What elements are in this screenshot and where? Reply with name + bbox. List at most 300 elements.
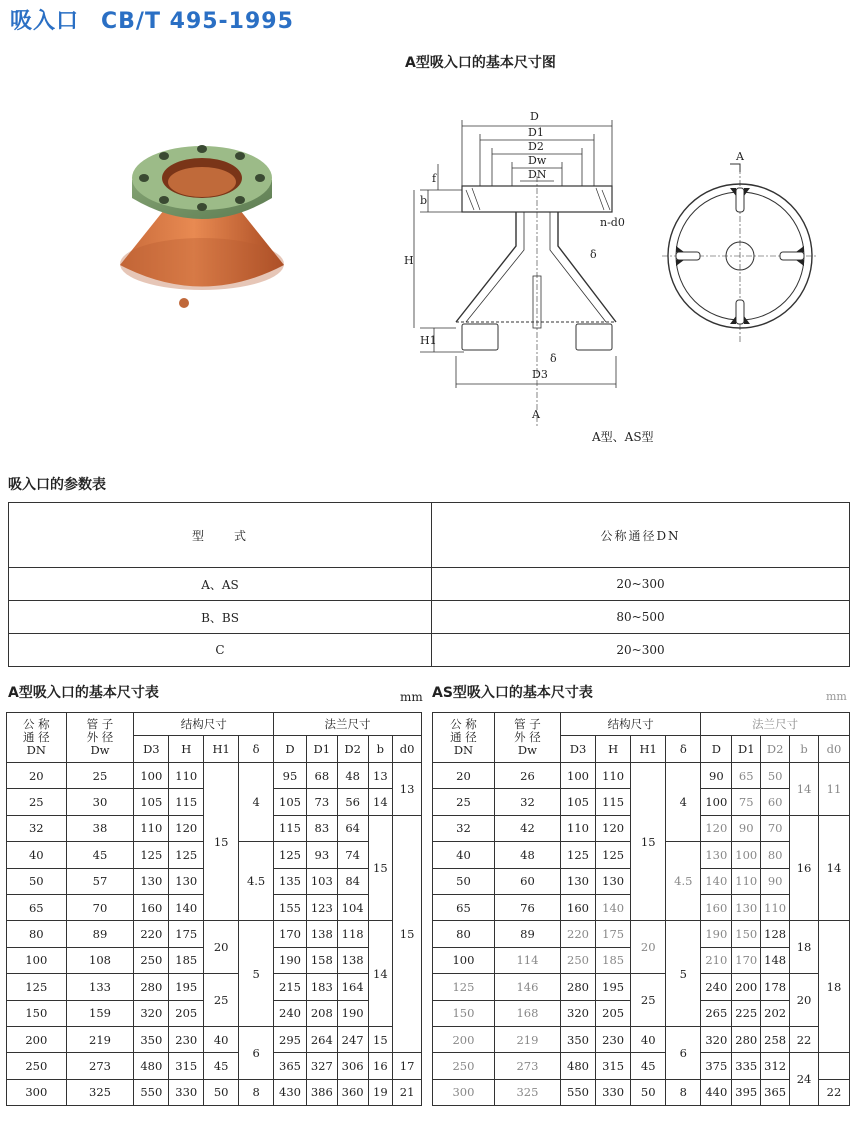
table-cell: 20: [631, 921, 666, 974]
table-cell: 110: [560, 815, 595, 841]
label-delta: δ: [590, 248, 597, 261]
table-cell: 90: [701, 763, 732, 789]
table-cell: 365: [274, 1053, 307, 1079]
table-cell: 25: [7, 789, 67, 815]
table-cell: 4.5: [239, 842, 274, 921]
table-cell: 105: [560, 789, 595, 815]
table-cell: 150: [7, 1000, 67, 1026]
table-cell: 120: [596, 815, 631, 841]
table-cell: B、BS: [9, 601, 432, 634]
table-cell: 170: [732, 947, 761, 973]
table-cell: 250: [134, 947, 169, 973]
label-A-top: A: [736, 150, 744, 163]
table-cell: 123: [306, 894, 337, 920]
table-cell: 320: [560, 1000, 595, 1026]
table-cell: 120: [169, 815, 204, 841]
table-cell: 159: [66, 1000, 134, 1026]
table-cell: D1: [732, 736, 761, 763]
table-cell: 20: [204, 921, 239, 974]
table-cell: 183: [306, 974, 337, 1000]
table-cell: 16: [368, 1053, 393, 1079]
table-cell: 140: [596, 894, 631, 920]
table-cell: 14: [368, 921, 393, 1027]
label-n-d0: n-d0: [600, 216, 625, 229]
table-cell: 84: [337, 868, 368, 894]
table-cell: 220: [134, 921, 169, 947]
table-cell: 57: [66, 868, 134, 894]
table-cell: 48: [337, 763, 368, 789]
table-cell: 70: [761, 815, 790, 841]
table-cell: 65: [433, 894, 495, 920]
table-cell: 200: [433, 1026, 495, 1052]
table-cell: 11: [818, 763, 849, 816]
table-cell: 32: [7, 815, 67, 841]
header-dw: 管 子 外 径 Dw: [66, 713, 134, 763]
diagram-title: A型吸入口的基本尺寸图: [405, 55, 556, 71]
table-cell: 20: [790, 974, 819, 1027]
table-row: [7, 763, 422, 789]
table-cell: 108: [66, 947, 134, 973]
label-D1: D1: [528, 126, 544, 139]
table-cell: 83: [306, 815, 337, 841]
table-cell: 60: [761, 789, 790, 815]
table-cell: 65: [7, 894, 67, 920]
table-cell: 395: [732, 1079, 761, 1105]
table-cell: 32: [494, 789, 560, 815]
table-cell: 40: [631, 1026, 666, 1052]
header-dw: 管 子 外 径 Dw: [494, 713, 560, 763]
table-cell: 95: [274, 763, 307, 789]
table-cell: 125: [7, 974, 67, 1000]
table-a-heading: A型吸入口的基本尺寸表: [8, 685, 159, 701]
product-photo: [112, 140, 292, 315]
table-cell: 225: [732, 1000, 761, 1026]
table-cell: 273: [494, 1053, 560, 1079]
table-cell: H1: [631, 736, 666, 763]
table-cell: 15: [204, 763, 239, 921]
table-cell: 25: [631, 974, 666, 1027]
table-cell: 300: [433, 1079, 495, 1105]
table-cell: 160: [560, 894, 595, 920]
table-cell: D2: [337, 736, 368, 763]
table-cell: 175: [169, 921, 204, 947]
table-cell: 335: [732, 1053, 761, 1079]
table-cell: 258: [761, 1026, 790, 1052]
table-cell: 100: [560, 763, 595, 789]
label-D: D: [530, 110, 539, 123]
table-cell: 19: [368, 1079, 393, 1105]
table-cell: 30: [66, 789, 134, 815]
table-cell: 25: [204, 974, 239, 1027]
table-cell: 306: [337, 1053, 368, 1079]
table-cell: 65: [732, 763, 761, 789]
table-cell: 20~300: [432, 568, 850, 601]
table-cell: 150: [732, 921, 761, 947]
label-H: H: [404, 254, 414, 267]
table-cell: [818, 1053, 849, 1079]
header-struct: 结构尺寸: [134, 713, 274, 736]
table-cell: 17: [393, 1053, 422, 1079]
table-cell: 14: [818, 815, 849, 921]
table-cell: 20~300: [432, 634, 850, 667]
table-cell: 190: [337, 1000, 368, 1026]
table-cell: 105: [274, 789, 307, 815]
table-cell: 273: [66, 1053, 134, 1079]
table-cell: 50: [204, 1079, 239, 1105]
table-cell: 15: [368, 1026, 393, 1052]
table-cell: 158: [306, 947, 337, 973]
table-cell: 125: [169, 842, 204, 868]
table-cell: 125: [560, 842, 595, 868]
table-cell: 130: [169, 868, 204, 894]
table-cell: 330: [596, 1079, 631, 1105]
table-cell: 205: [596, 1000, 631, 1026]
table-row: [433, 1026, 850, 1052]
dimension-drawing: [400, 86, 850, 446]
table-cell: 240: [274, 1000, 307, 1026]
table-cell: 360: [337, 1079, 368, 1105]
table-cell: 4: [239, 763, 274, 842]
table-row: [9, 601, 850, 634]
table-cell: 190: [274, 947, 307, 973]
table-cell: 8: [666, 1079, 701, 1105]
table-cell: 60: [494, 868, 560, 894]
table-cell: 14: [368, 789, 393, 815]
table-cell: D3: [134, 736, 169, 763]
table-cell: 386: [306, 1079, 337, 1105]
table-as: [432, 712, 850, 1106]
table-cell: 138: [337, 947, 368, 973]
table-cell: 219: [494, 1026, 560, 1052]
table-cell: 68: [306, 763, 337, 789]
table-cell: 375: [701, 1053, 732, 1079]
table-cell: 4.5: [666, 842, 701, 921]
table-cell: 25: [433, 789, 495, 815]
label-f: f: [432, 172, 437, 185]
table-cell: 50: [631, 1079, 666, 1105]
table-cell: 250: [433, 1053, 495, 1079]
table-cell: 16: [790, 815, 819, 921]
table-cell: 4: [666, 763, 701, 842]
table-cell: 24: [790, 1053, 819, 1106]
table-cell: d0: [818, 736, 849, 763]
table-cell: 50: [7, 868, 67, 894]
standard-code: CB/T 495-1995: [101, 9, 294, 34]
table-cell: 280: [732, 1026, 761, 1052]
table-cell: 40: [7, 842, 67, 868]
table-cell: D3: [560, 736, 595, 763]
table-cell: 195: [169, 974, 204, 1000]
table-row: [7, 1053, 422, 1079]
table-cell: 50: [761, 763, 790, 789]
table-cell: 18: [790, 921, 819, 974]
table-cell: 6: [666, 1026, 701, 1079]
table-cell: 140: [169, 894, 204, 920]
table-cell: 64: [337, 815, 368, 841]
header-flange: 法兰尺寸: [274, 713, 422, 736]
table-cell: 264: [306, 1026, 337, 1052]
table-cell: 20: [433, 763, 495, 789]
table-row: [7, 921, 422, 947]
table-row: [7, 974, 422, 1000]
table-cell: 230: [596, 1026, 631, 1052]
table-cell: 25: [66, 763, 134, 789]
table-row: [9, 634, 850, 667]
page-title: 吸入口 CB/T 495-1995: [10, 9, 294, 34]
table-cell: 280: [560, 974, 595, 1000]
label-Dw: Dw: [528, 154, 547, 167]
table-cell: H: [169, 736, 204, 763]
label-D3: D3: [532, 368, 548, 381]
table-cell: 550: [134, 1079, 169, 1105]
table-row: [433, 763, 850, 789]
table-cell: H1: [204, 736, 239, 763]
table-cell: d0: [393, 736, 422, 763]
param-header-type: 型 式: [9, 503, 432, 568]
table-cell: 295: [274, 1026, 307, 1052]
table-cell: 18: [818, 921, 849, 1053]
label-delta-2: δ: [550, 352, 557, 365]
table-cell: 32: [433, 815, 495, 841]
table-cell: 20: [7, 763, 67, 789]
table-cell: A、AS: [9, 568, 432, 601]
table-cell: 133: [66, 974, 134, 1000]
table-cell: 22: [790, 1026, 819, 1052]
table-cell: 350: [560, 1026, 595, 1052]
table-cell: 135: [274, 868, 307, 894]
table-cell: 250: [7, 1053, 67, 1079]
table-cell: 45: [631, 1053, 666, 1079]
table-cell: 150: [433, 1000, 495, 1026]
table-cell: 190: [701, 921, 732, 947]
table-a-unit: mm: [400, 690, 423, 704]
table-cell: 80: [761, 842, 790, 868]
table-cell: 110: [596, 763, 631, 789]
table-cell: D2: [761, 736, 790, 763]
table-cell: H: [596, 736, 631, 763]
table-cell: 103: [306, 868, 337, 894]
table-cell: 90: [761, 868, 790, 894]
table-cell: 5: [666, 921, 701, 1027]
table-cell: b: [790, 736, 819, 763]
table-cell: 90: [732, 815, 761, 841]
table-cell: 185: [596, 947, 631, 973]
table-cell: 73: [306, 789, 337, 815]
table-cell: 480: [134, 1053, 169, 1079]
table-cell: 325: [494, 1079, 560, 1105]
table-cell: 195: [596, 974, 631, 1000]
table-cell: 104: [337, 894, 368, 920]
label-D2: D2: [528, 140, 544, 153]
header-struct: 结构尺寸: [560, 713, 700, 736]
table-cell: 100: [7, 947, 67, 973]
table-cell: 208: [306, 1000, 337, 1026]
table-cell: 42: [494, 815, 560, 841]
table-cell: 200: [732, 974, 761, 1000]
table-cell: D: [274, 736, 307, 763]
table-cell: 50: [433, 868, 495, 894]
table-cell: 8: [239, 1079, 274, 1105]
table-cell: 38: [66, 815, 134, 841]
table-cell: 115: [274, 815, 307, 841]
label-A-bottom: A: [532, 408, 540, 421]
table-row: [433, 921, 850, 947]
table-cell: 160: [701, 894, 732, 920]
table-cell: 430: [274, 1079, 307, 1105]
table-cell: 178: [761, 974, 790, 1000]
table-cell: 130: [596, 868, 631, 894]
table-cell: 128: [761, 921, 790, 947]
table-cell: 6: [239, 1026, 274, 1079]
table-cell: 325: [66, 1079, 134, 1105]
table-cell: 15: [631, 763, 666, 921]
table-cell: 120: [701, 815, 732, 841]
table-cell: 40: [204, 1026, 239, 1052]
table-cell: 247: [337, 1026, 368, 1052]
table-cell: 200: [7, 1026, 67, 1052]
table-cell: 130: [732, 894, 761, 920]
table-cell: 125: [433, 974, 495, 1000]
table-cell: 76: [494, 894, 560, 920]
table-cell: 115: [169, 789, 204, 815]
table-cell: 164: [337, 974, 368, 1000]
table-cell: 45: [66, 842, 134, 868]
table-cell: 45: [204, 1053, 239, 1079]
table-cell: 74: [337, 842, 368, 868]
table-cell: 130: [134, 868, 169, 894]
table-row: [433, 1053, 850, 1079]
table-row: [7, 1026, 422, 1052]
table-cell: 89: [494, 921, 560, 947]
table-cell: 13: [368, 763, 393, 789]
table-cell: 118: [337, 921, 368, 947]
table-cell: D1: [306, 736, 337, 763]
table-cell: 168: [494, 1000, 560, 1026]
table-as-unit: mm: [826, 690, 847, 703]
header-flange: 法兰尺寸: [701, 713, 850, 736]
table-cell: 93: [306, 842, 337, 868]
table-cell: 202: [761, 1000, 790, 1026]
table-cell: 315: [169, 1053, 204, 1079]
table-cell: 89: [66, 921, 134, 947]
table-cell: 125: [596, 842, 631, 868]
table-cell: 115: [596, 789, 631, 815]
table-cell: 15: [393, 815, 422, 1053]
table-cell: 125: [134, 842, 169, 868]
table-cell: 70: [66, 894, 134, 920]
table-cell: 148: [761, 947, 790, 973]
table-cell: δ: [666, 736, 701, 763]
table-cell: 205: [169, 1000, 204, 1026]
table-cell: 265: [701, 1000, 732, 1026]
table-row: [7, 1079, 422, 1105]
param-header-dn: 公称通径DN: [432, 503, 850, 568]
table-cell: 110: [761, 894, 790, 920]
table-cell: 100: [701, 789, 732, 815]
table-cell: 40: [433, 842, 495, 868]
table-cell: 480: [560, 1053, 595, 1079]
table-cell: 80: [433, 921, 495, 947]
table-cell: 210: [701, 947, 732, 973]
table-cell: 250: [560, 947, 595, 973]
table-cell: 315: [596, 1053, 631, 1079]
table-cell: 100: [732, 842, 761, 868]
table-cell: 100: [134, 763, 169, 789]
table-cell: 125: [274, 842, 307, 868]
table-cell: 175: [596, 921, 631, 947]
table-cell: 26: [494, 763, 560, 789]
table-a: [6, 712, 422, 1106]
table-cell: 105: [134, 789, 169, 815]
table-cell: δ: [239, 736, 274, 763]
table-cell: 75: [732, 789, 761, 815]
table-cell: 130: [560, 868, 595, 894]
table-cell: 330: [169, 1079, 204, 1105]
table-cell: 160: [134, 894, 169, 920]
table-row: [433, 974, 850, 1000]
table-cell: 215: [274, 974, 307, 1000]
table-cell: 300: [7, 1079, 67, 1105]
table-row: [433, 1079, 850, 1105]
table-cell: 155: [274, 894, 307, 920]
table-cell: 240: [701, 974, 732, 1000]
header-dn: 公 称 通 径 DN: [433, 713, 495, 763]
table-cell: 13: [393, 763, 422, 816]
table-cell: 170: [274, 921, 307, 947]
table-cell: C: [9, 634, 432, 667]
table-cell: 185: [169, 947, 204, 973]
table-cell: 110: [134, 815, 169, 841]
header-dn: 公 称 通 径 DN: [7, 713, 67, 763]
table-cell: 80: [7, 921, 67, 947]
table-cell: 21: [393, 1079, 422, 1105]
table-cell: 327: [306, 1053, 337, 1079]
table-cell: 440: [701, 1079, 732, 1105]
table-cell: 14: [790, 763, 819, 816]
table-cell: 80~500: [432, 601, 850, 634]
table-cell: 365: [761, 1079, 790, 1105]
table-cell: D: [701, 736, 732, 763]
table-as-heading: AS型吸入口的基本尺寸表: [432, 685, 593, 701]
table-cell: 110: [169, 763, 204, 789]
table-cell: 320: [701, 1026, 732, 1052]
label-H1: H1: [420, 334, 437, 347]
table-cell: 220: [560, 921, 595, 947]
table-cell: 48: [494, 842, 560, 868]
table-cell: 130: [701, 842, 732, 868]
table-cell: 5: [239, 921, 274, 1027]
table-cell: 350: [134, 1026, 169, 1052]
label-b: b: [420, 194, 428, 207]
table-cell: 56: [337, 789, 368, 815]
table-cell: b: [368, 736, 393, 763]
variant-caption: A型、AS型: [592, 430, 654, 444]
param-table: [8, 502, 850, 667]
table-cell: 550: [560, 1079, 595, 1105]
table-cell: 15: [368, 815, 393, 921]
table-cell: 100: [433, 947, 495, 973]
label-DN: DN: [528, 168, 547, 181]
table-cell: 140: [701, 868, 732, 894]
table-cell: 110: [732, 868, 761, 894]
table-cell: 320: [134, 1000, 169, 1026]
table-cell: 114: [494, 947, 560, 973]
table-row: [9, 568, 850, 601]
table-cell: 312: [761, 1053, 790, 1079]
table-cell: 22: [818, 1079, 849, 1105]
table-cell: 280: [134, 974, 169, 1000]
param-table-heading: 吸入口的参数表: [8, 477, 106, 493]
